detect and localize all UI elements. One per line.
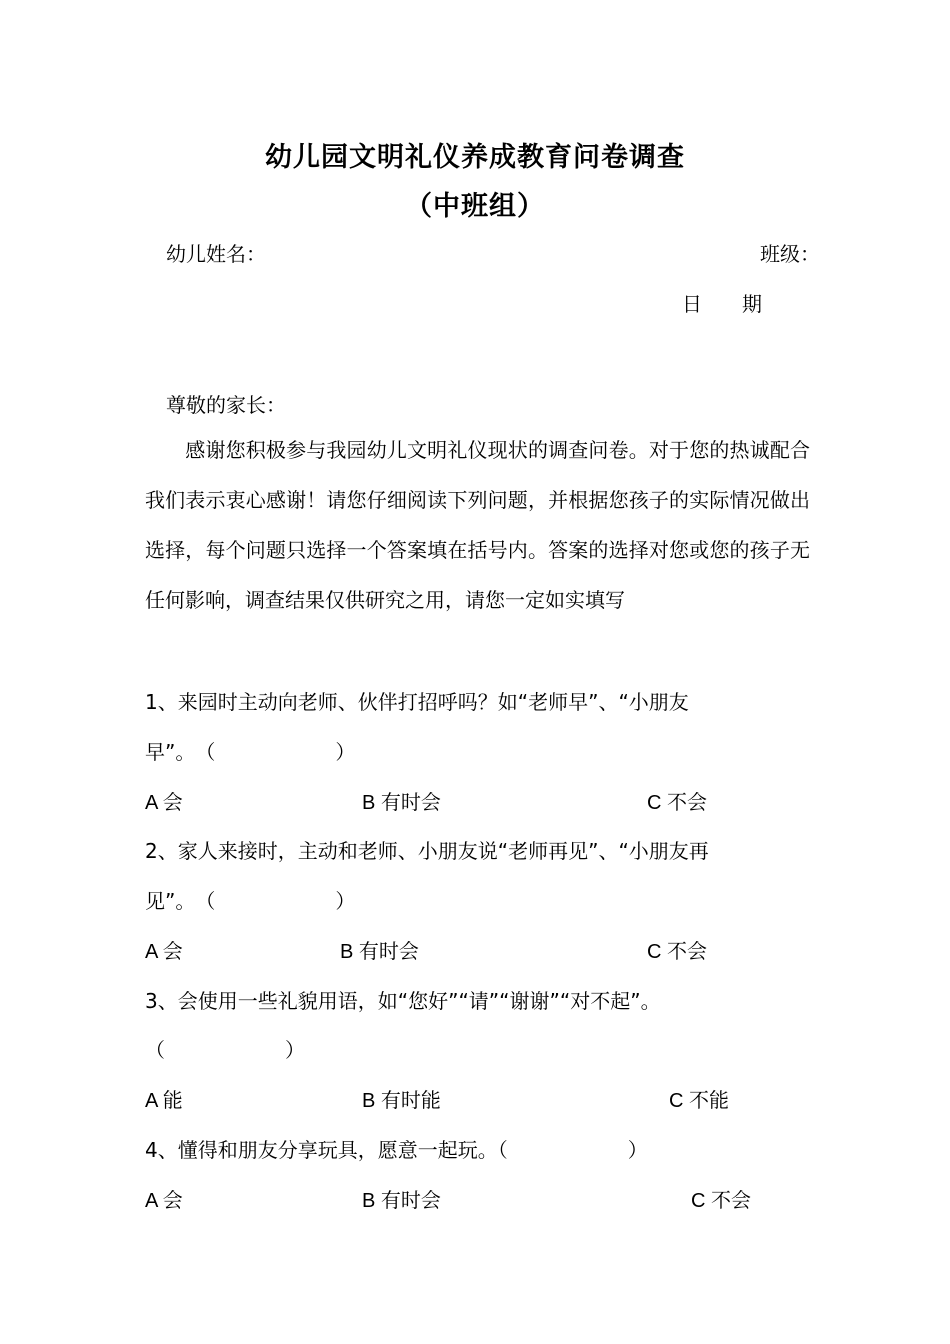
question-3-text-cont: （ ） bbox=[145, 1038, 305, 1062]
question-1-option-a: A 会 bbox=[145, 792, 183, 814]
question-3-text: 3、会使用一些礼貌用语，如“您好”“请”“谢谢”“对不起”。 bbox=[145, 989, 661, 1013]
child-name-label: 幼儿姓名： bbox=[166, 242, 266, 266]
question-4-option-c: C 不会 bbox=[691, 1190, 751, 1212]
class-label: 班级： bbox=[760, 242, 820, 266]
document-subtitle: （中班组） bbox=[405, 191, 545, 222]
question-2-text-cont: 见”。 （ ） bbox=[145, 889, 356, 913]
question-3-option-c: C 不能 bbox=[669, 1090, 729, 1112]
question-4-option-a: A 会 bbox=[145, 1190, 183, 1212]
question-2-option-b: B 有时会 bbox=[340, 941, 419, 963]
question-2-option-c: C 不会 bbox=[647, 941, 707, 963]
question-1-text-cont: 早”。 （ ） bbox=[145, 740, 356, 764]
question-1-option-c: C 不会 bbox=[647, 792, 707, 814]
question-4-text: 4、懂得和朋友分享玩具，愿意一起玩。（ ） bbox=[145, 1138, 648, 1162]
question-1-text: 1、来园时主动向老师、伙伴打招呼吗？如“老师早”、“小朋友 bbox=[145, 690, 689, 714]
question-4-option-b: B 有时会 bbox=[362, 1190, 441, 1212]
question-3-option-a: A 能 bbox=[145, 1090, 183, 1112]
intro-paragraph: 感谢您积极参与我园幼儿文明礼仪现状的调查问卷。对于您的热诚配合我们表示衷心感谢！请您仔细阅读下列问题，并根据您孩子的实际情况做出选择，每个问题只选择一个答案填在括号内。答案的选择对您或您的孩子无任何影响，调查结果仅供研究之用，请您一定如实填写 bbox=[145, 438, 810, 612]
question-3-option-b: B 有时能 bbox=[362, 1090, 441, 1112]
question-2-option-a: A 会 bbox=[145, 941, 183, 963]
document-title: 幼儿园文明礼仪养成教育问卷调查 bbox=[265, 142, 685, 173]
question-2-text: 2、家人来接时，主动和老师、小朋友说“老师再见”、“小朋友再 bbox=[145, 839, 709, 863]
date-label: 日 期 bbox=[682, 292, 762, 316]
greeting: 尊敬的家长： bbox=[166, 393, 286, 417]
question-1-option-b: B 有时会 bbox=[362, 792, 441, 814]
